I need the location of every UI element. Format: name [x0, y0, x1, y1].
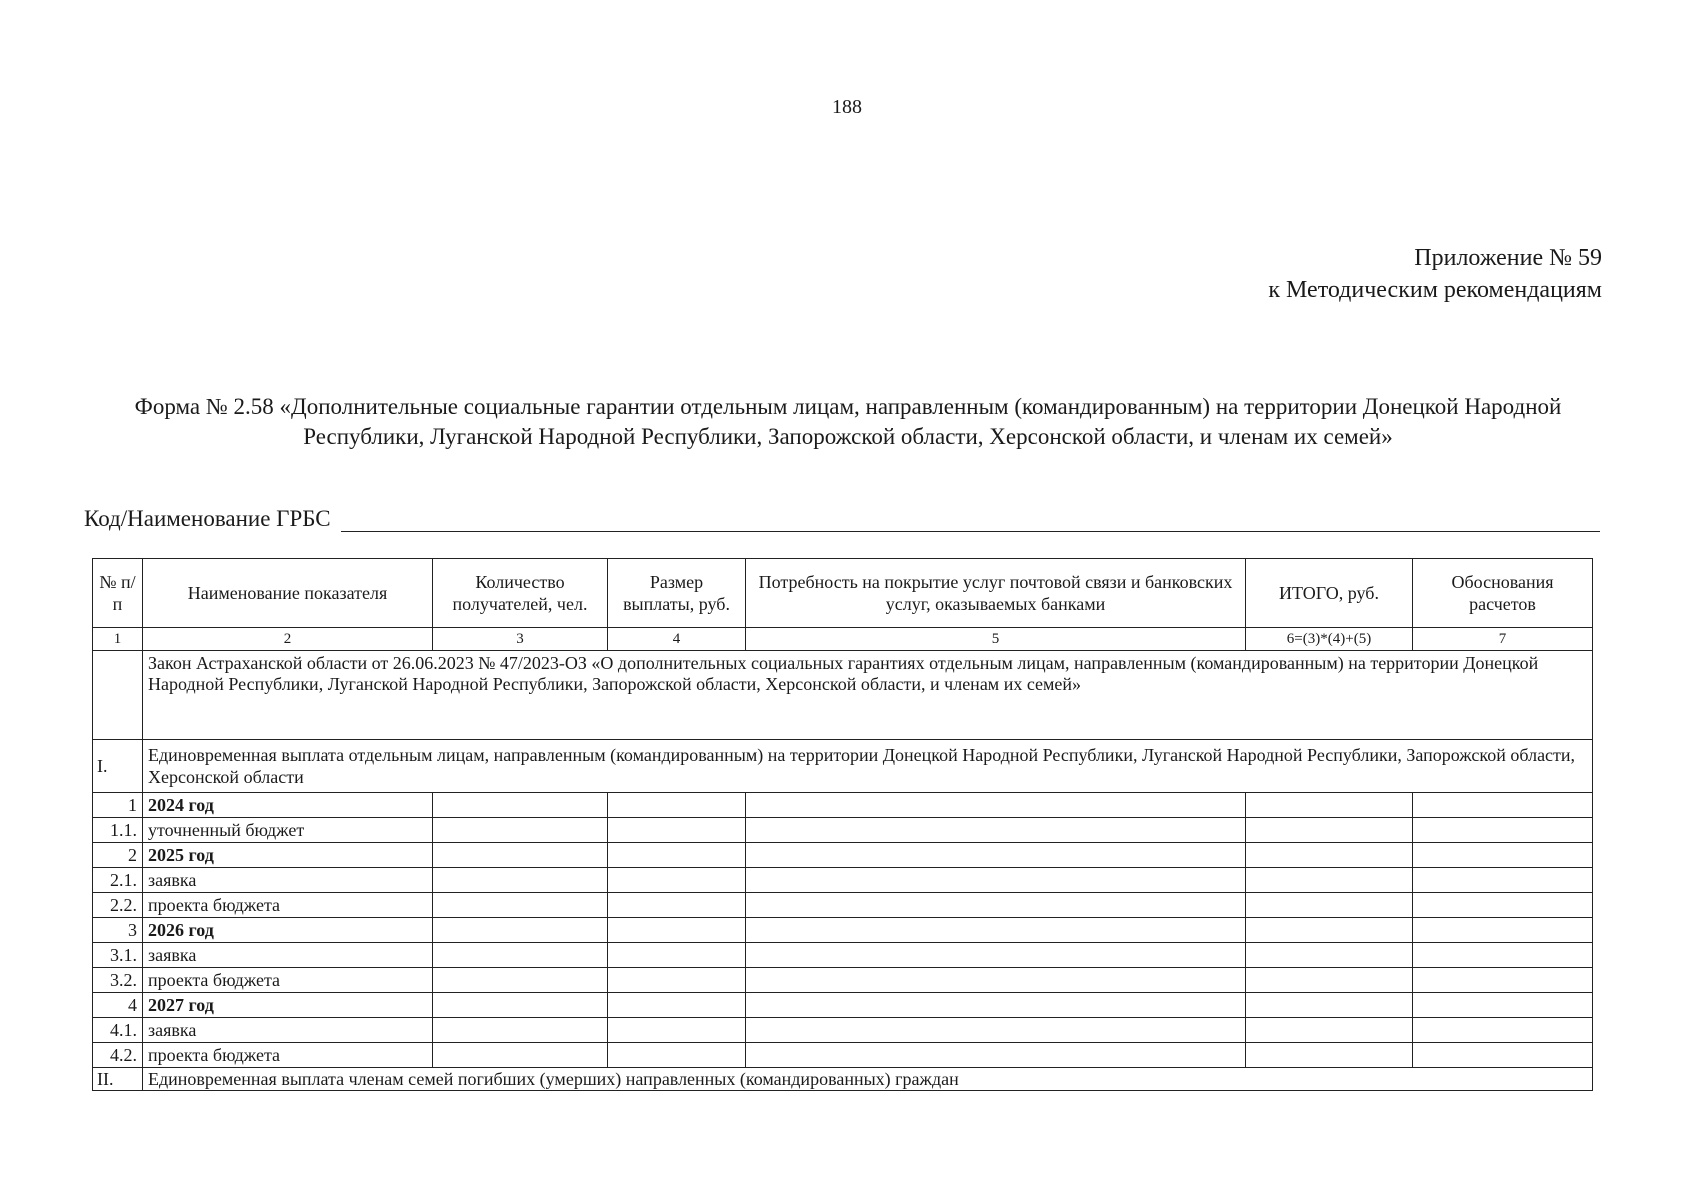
row-label: проекта бюджета: [143, 1043, 433, 1068]
row-label: заявка: [143, 868, 433, 893]
row-label: 2025 год: [143, 843, 433, 868]
row-num: 4: [93, 993, 143, 1018]
cell-services: [746, 993, 1246, 1018]
cell-recipients: [433, 843, 608, 868]
header-row: [93, 559, 1593, 628]
column-number: 4: [608, 628, 746, 651]
grbs-field: [84, 506, 1600, 532]
row-label: 2026 год: [143, 918, 433, 943]
law-row: [93, 651, 1593, 740]
cell-justification: [1413, 918, 1593, 943]
cell-amount: [608, 1043, 746, 1068]
law-text: Закон Астраханской области от 26.06.2023 № 47/2023-ОЗ «О дополнительных социальных гарантиях отдельным лицам, направленным (командированным) на территории Донецкой Народной Республики, Луганской Народной Республики, Запорожской области, Херсонской области, и членам их семей»: [143, 651, 1593, 740]
row-num: 2.1.: [93, 868, 143, 893]
cell-amount: [608, 1018, 746, 1043]
form-table: [92, 558, 1593, 1091]
table-row: [93, 968, 1593, 993]
cell-services: [746, 818, 1246, 843]
row-num: 1.1.: [93, 818, 143, 843]
cell-amount: [608, 868, 746, 893]
cell-recipients: [433, 968, 608, 993]
cell-total: [1246, 1018, 1413, 1043]
row-num: 3: [93, 918, 143, 943]
cell-amount: [608, 818, 746, 843]
cell-recipients: [433, 1043, 608, 1068]
header-cell: Количество получателей, чел.: [433, 559, 608, 628]
cell-amount: [608, 918, 746, 943]
cell-total: [1246, 868, 1413, 893]
cell-total: [1246, 968, 1413, 993]
cell-total: [1246, 918, 1413, 943]
cell-services: [746, 793, 1246, 818]
table-row: [93, 943, 1593, 968]
section-num: I.: [93, 740, 143, 793]
column-number: 1: [93, 628, 143, 651]
cell-services: [746, 868, 1246, 893]
section-text: Единовременная выплата отдельным лицам, направленным (командированным) на территории Донецкой Народной Республики, Луганской Народной Республики, Запорожской области, Херсонской области: [143, 740, 1593, 793]
grbs-fill-line: [341, 507, 1600, 532]
cell-amount: [608, 843, 746, 868]
appendix-line-1: Приложение № 59: [1414, 245, 1602, 271]
cell-amount: [608, 993, 746, 1018]
row-num: 4.2.: [93, 1043, 143, 1068]
cell-services: [746, 1018, 1246, 1043]
cell-justification: [1413, 818, 1593, 843]
cell-services: [746, 843, 1246, 868]
table-row: [93, 868, 1593, 893]
cell-total: [1246, 943, 1413, 968]
header-cell: № п/п: [93, 559, 143, 628]
header-cell: Обоснования расчетов: [1413, 559, 1593, 628]
law-num-cell: [93, 651, 143, 740]
cell-recipients: [433, 893, 608, 918]
grbs-label: Код/Наименование ГРБС: [84, 506, 331, 531]
cell-recipients: [433, 993, 608, 1018]
row-num: 2.2.: [93, 893, 143, 918]
cell-justification: [1413, 968, 1593, 993]
header-cell: Наименование показателя: [143, 559, 433, 628]
column-number: 3: [433, 628, 608, 651]
cell-justification: [1413, 893, 1593, 918]
row-num: 3.1.: [93, 943, 143, 968]
table-row: [93, 993, 1593, 1018]
cell-services: [746, 943, 1246, 968]
cell-justification: [1413, 843, 1593, 868]
cell-amount: [608, 968, 746, 993]
row-num: 4.1.: [93, 1018, 143, 1043]
cell-justification: [1413, 943, 1593, 968]
column-number: 5: [746, 628, 1246, 651]
section-text: Единовременная выплата членам семей погибших (умерших) направленных (командированных) граждан: [143, 1068, 1593, 1091]
cell-total: [1246, 993, 1413, 1018]
cell-services: [746, 1043, 1246, 1068]
cell-recipients: [433, 943, 608, 968]
row-label: 2024 год: [143, 793, 433, 818]
row-label: заявка: [143, 1018, 433, 1043]
table-row: [93, 793, 1593, 818]
row-label: проекта бюджета: [143, 968, 433, 993]
header-cell: Потребность на покрытие услуг почтовой связи и банковских услуг, оказываемых банками: [746, 559, 1246, 628]
page-number: 188: [832, 96, 862, 118]
form-title: Форма № 2.58 «Дополнительные социальные гарантии отдельным лицам, направленным (командированным) на территории Донецкой Народной Республики, Луганской Народной Республики, Запорожской области, Херсонской области, и членам их семей»: [134, 394, 1562, 449]
header-cell: ИТОГО, руб.: [1246, 559, 1413, 628]
table-row: [93, 1018, 1593, 1043]
table-row: [93, 893, 1593, 918]
cell-recipients: [433, 918, 608, 943]
cell-justification: [1413, 993, 1593, 1018]
cell-services: [746, 918, 1246, 943]
cell-services: [746, 968, 1246, 993]
row-num: 2: [93, 843, 143, 868]
table-row: [93, 918, 1593, 943]
column-number-row: [93, 628, 1593, 651]
cell-total: [1246, 893, 1413, 918]
cell-amount: [608, 793, 746, 818]
cell-recipients: [433, 818, 608, 843]
appendix-line-2: к Методическим рекомендациям: [1268, 277, 1602, 303]
cell-recipients: [433, 1018, 608, 1043]
table-row: [93, 818, 1593, 843]
appendix-note: [1268, 242, 1602, 306]
table-row: [93, 843, 1593, 868]
table-row: [93, 1043, 1593, 1068]
header-cell: Размер выплаты, руб.: [608, 559, 746, 628]
cell-amount: [608, 943, 746, 968]
row-label: заявка: [143, 943, 433, 968]
cell-justification: [1413, 868, 1593, 893]
cell-services: [746, 893, 1246, 918]
row-label: 2027 год: [143, 993, 433, 1018]
column-number: 7: [1413, 628, 1593, 651]
cell-recipients: [433, 868, 608, 893]
section-row: [93, 740, 1593, 793]
cell-total: [1246, 793, 1413, 818]
column-number: 2: [143, 628, 433, 651]
column-number: 6=(3)*(4)+(5): [1246, 628, 1413, 651]
row-num: 1: [93, 793, 143, 818]
cell-total: [1246, 1043, 1413, 1068]
cell-justification: [1413, 793, 1593, 818]
cell-amount: [608, 893, 746, 918]
row-label: уточненный бюджет: [143, 818, 433, 843]
cell-recipients: [433, 793, 608, 818]
cell-justification: [1413, 1018, 1593, 1043]
section-num: II.: [93, 1068, 143, 1091]
section-row: [93, 1068, 1593, 1091]
cell-total: [1246, 818, 1413, 843]
cell-total: [1246, 843, 1413, 868]
row-num: 3.2.: [93, 968, 143, 993]
cell-justification: [1413, 1043, 1593, 1068]
row-label: проекта бюджета: [143, 893, 433, 918]
